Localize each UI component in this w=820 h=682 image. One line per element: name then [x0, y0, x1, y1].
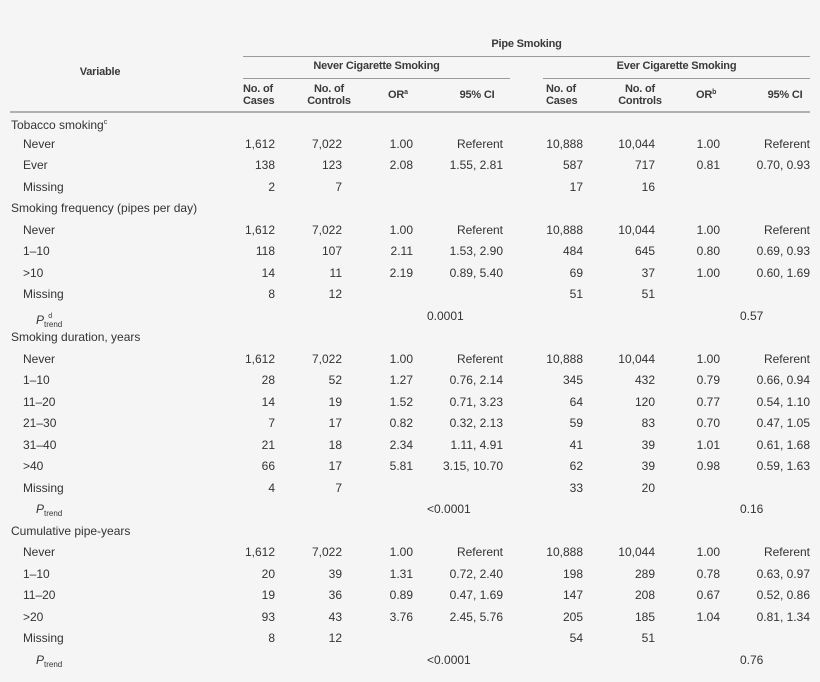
row-label: 31–40 — [23, 437, 57, 452]
cell-e-cases: 62 — [569, 459, 583, 473]
group-never-rule — [243, 78, 510, 79]
cell-e-ci: Referent — [763, 136, 810, 151]
col-never-ci: 95% CI — [459, 89, 495, 101]
table-row — [0, 607, 820, 628]
row-label: Never — [23, 222, 56, 237]
row-label: Ever — [23, 158, 48, 172]
row-label: Missing — [23, 480, 64, 495]
table-row — [0, 392, 820, 413]
col-label-line1: No. of — [243, 83, 273, 95]
cell-n-ci: 1.53, 2.90 — [449, 244, 503, 258]
cell-n-controls: 39 — [328, 566, 342, 581]
table-row — [0, 155, 820, 176]
ptrend-sub: trend — [44, 319, 63, 329]
row-label: >20 — [23, 609, 44, 624]
cell-n-controls: 7 — [335, 480, 342, 495]
cell-n-cases: 1,612 — [244, 222, 275, 237]
ptrend-never-value: <0.0001 — [427, 652, 471, 667]
col-label: OR — [696, 89, 713, 101]
group-never-cigarette: Never Cigarette Smoking — [313, 60, 440, 72]
ptrend-never-value: 0.0001 — [427, 308, 464, 323]
group-ever-rule — [543, 78, 810, 79]
cell-n-or: 1.00 — [389, 351, 413, 366]
cell-e-ci: 0.54, 1.10 — [756, 394, 810, 409]
cell-e-ci: 0.69, 0.93 — [756, 244, 810, 258]
cell-n-cases: 4 — [268, 480, 275, 495]
cell-e-controls: 20 — [641, 480, 655, 495]
cell-n-or: 3.76 — [389, 609, 413, 624]
ptrend-never-value: <0.0001 — [427, 502, 471, 516]
cell-e-or: 1.01 — [696, 437, 720, 452]
cell-e-cases: 59 — [569, 416, 583, 430]
col-never-controls — [300, 83, 358, 107]
cell-n-or: 2.11 — [390, 244, 413, 258]
cell-e-ci: 0.59, 1.63 — [756, 459, 810, 473]
cell-e-ci: 0.70, 0.93 — [756, 158, 810, 172]
cell-n-cases: 21 — [261, 437, 275, 452]
row-label: Missing — [23, 287, 64, 301]
cell-e-ci: 0.66, 0.94 — [756, 373, 810, 387]
table-row — [0, 349, 820, 370]
ptrend-ever-value: 0.57 — [740, 308, 764, 323]
col-ever-controls — [611, 83, 669, 107]
cell-e-or: 1.00 — [696, 136, 720, 151]
cell-n-ci: 0.76, 2.14 — [449, 373, 503, 387]
table-row — [0, 284, 820, 305]
cell-n-ci: Referent — [456, 351, 503, 366]
ptrend-row — [0, 650, 820, 671]
ptrend-row — [0, 499, 820, 520]
col-label-line2: Cases — [546, 95, 578, 107]
cell-e-or: 0.70 — [696, 416, 720, 430]
cell-n-ci: Referent — [456, 545, 503, 559]
table-row — [0, 542, 820, 563]
row-label: 21–30 — [23, 416, 57, 430]
cell-n-or: 1.31 — [389, 566, 413, 581]
cell-n-controls: 7,022 — [311, 136, 342, 151]
cell-e-cases: 10,888 — [546, 136, 583, 151]
col-label-line2: Controls — [307, 95, 351, 107]
cell-e-or: 0.79 — [696, 373, 720, 387]
cell-n-ci: 0.71, 3.23 — [449, 394, 503, 409]
cell-e-cases: 17 — [569, 179, 583, 194]
cell-n-or: 5.81 — [389, 459, 413, 473]
section-title — [11, 327, 140, 348]
cell-e-or: 0.98 — [696, 459, 720, 473]
ptrend-p: P — [36, 502, 45, 516]
cell-e-ci: 0.81, 1.34 — [756, 609, 810, 624]
table-row — [0, 241, 820, 262]
col-never-or — [388, 89, 418, 101]
cell-n-controls: 123 — [321, 158, 342, 172]
cell-e-controls: 39 — [641, 459, 655, 473]
cell-n-cases: 8 — [268, 631, 275, 645]
cell-n-ci: 1.11, 4.91 — [450, 437, 503, 452]
row-label: 1–10 — [23, 566, 50, 581]
cell-n-controls: 7 — [335, 179, 342, 194]
cell-e-ci: Referent — [763, 222, 810, 237]
row-label: Never — [23, 351, 56, 366]
section-title — [11, 521, 130, 542]
cell-e-cases: 10,888 — [546, 351, 583, 366]
ptrend-label — [36, 650, 62, 675]
cell-n-ci: Referent — [456, 136, 503, 151]
cell-n-ci: 0.32, 2.13 — [449, 416, 503, 430]
col-ever-ci: 95% CI — [767, 89, 803, 101]
table-row — [0, 413, 820, 434]
cell-n-ci: Referent — [456, 222, 503, 237]
row-label: >40 — [23, 459, 44, 473]
col-label-line1: No. of — [625, 83, 655, 95]
table-row — [0, 628, 820, 649]
cell-n-controls: 43 — [328, 609, 342, 624]
section-title-text: Cumulative pipe-years — [11, 523, 131, 538]
variable-header: Variable — [79, 66, 121, 78]
table-row — [0, 370, 820, 391]
cell-n-controls: 7,022 — [311, 351, 342, 366]
cell-n-controls: 7,022 — [311, 222, 342, 237]
cell-e-controls: 83 — [641, 416, 655, 430]
footnote-marker: a — [404, 89, 408, 96]
row-label: Never — [23, 136, 56, 151]
cell-e-controls: 645 — [634, 244, 655, 258]
cell-n-controls: 36 — [328, 588, 342, 602]
cell-n-ci: 2.45, 5.76 — [449, 609, 503, 624]
row-label: >10 — [23, 265, 44, 280]
cell-e-or: 1.00 — [696, 545, 720, 559]
cell-e-controls: 10,044 — [618, 351, 655, 366]
cell-e-controls: 37 — [641, 265, 655, 280]
cell-n-or: 2.08 — [389, 158, 413, 172]
cell-e-or: 1.04 — [696, 609, 720, 624]
cell-e-or: 1.00 — [696, 265, 720, 280]
cell-n-cases: 14 — [261, 265, 275, 280]
col-label-line2: Controls — [618, 95, 662, 107]
cell-n-ci: 0.72, 2.40 — [449, 566, 503, 581]
cell-e-controls: 208 — [634, 588, 655, 602]
row-label: 11–20 — [23, 394, 56, 409]
cell-e-cases: 41 — [569, 437, 583, 452]
cell-n-controls: 107 — [321, 244, 342, 258]
cell-n-or: 1.00 — [389, 222, 413, 237]
table-row — [0, 456, 820, 477]
cell-e-controls: 16 — [641, 179, 655, 194]
cell-n-cases: 66 — [261, 459, 275, 473]
cell-e-ci: 0.61, 1.68 — [756, 437, 810, 452]
table-row — [0, 435, 820, 456]
col-label: OR — [388, 89, 405, 101]
cell-e-controls: 289 — [634, 566, 655, 581]
cell-e-cases: 345 — [562, 373, 583, 387]
spanner-pipe-smoking: Pipe Smoking — [491, 38, 562, 50]
row-label: Missing — [23, 179, 64, 194]
cell-n-cases: 19 — [261, 588, 275, 602]
cell-e-or: 0.67 — [696, 588, 720, 602]
cell-n-controls: 12 — [328, 287, 342, 301]
cell-n-controls: 19 — [328, 394, 342, 409]
cell-n-cases: 1,612 — [244, 136, 275, 151]
cell-e-controls: 10,044 — [618, 136, 655, 151]
table-row — [0, 585, 820, 606]
table-row — [0, 177, 820, 198]
col-ever-or — [696, 89, 726, 101]
cell-n-cases: 8 — [268, 287, 275, 301]
cell-e-cases: 147 — [562, 588, 583, 602]
cell-e-cases: 64 — [569, 394, 583, 409]
section-title — [11, 112, 107, 136]
cell-n-or: 2.34 — [389, 437, 413, 452]
section-title-text: Smoking duration, years — [11, 330, 141, 344]
ptrend-sub: trend — [44, 509, 63, 518]
cell-e-ci: Referent — [763, 545, 810, 559]
cell-n-cases: 1,612 — [244, 545, 275, 559]
cell-e-ci: 0.47, 1.05 — [756, 416, 810, 430]
ptrend-ever-value: 0.76 — [740, 652, 764, 667]
section-header-row — [0, 112, 820, 133]
cell-e-ci: 0.52, 0.86 — [756, 588, 810, 602]
col-never-cases — [243, 83, 283, 107]
section-header-row — [0, 198, 820, 219]
cell-e-controls: 39 — [641, 437, 655, 452]
cell-e-or: 0.78 — [696, 566, 720, 581]
cell-n-or: 0.82 — [389, 416, 413, 430]
group-ever-cigarette: Ever Cigarette Smoking — [616, 60, 737, 72]
cell-n-cases: 118 — [255, 244, 275, 258]
cell-e-or: 0.77 — [696, 394, 720, 409]
section-header-row — [0, 327, 820, 348]
row-label: Never — [23, 545, 56, 559]
table-row — [0, 220, 820, 241]
table-row — [0, 478, 820, 499]
col-label-line1: No. of — [314, 83, 344, 95]
cell-n-cases: 28 — [261, 373, 275, 387]
cell-n-cases: 1,612 — [244, 351, 275, 366]
section-title-text: Smoking frequency (pipes per day) — [11, 201, 198, 215]
ptrend-p: P — [36, 312, 45, 327]
cell-n-ci: 0.47, 1.69 — [449, 588, 503, 602]
cell-e-or: 0.80 — [696, 244, 720, 258]
col-ever-cases — [546, 83, 586, 107]
cell-e-cases: 33 — [569, 480, 583, 495]
cell-n-controls: 17 — [328, 416, 342, 430]
section-header-row — [0, 521, 820, 542]
footnote-marker: c — [103, 119, 108, 126]
row-label: 1–10 — [23, 244, 50, 258]
cell-e-controls: 10,044 — [618, 222, 655, 237]
ptrend-row — [0, 306, 820, 327]
section-title — [11, 198, 197, 219]
col-label-line1: No. of — [546, 83, 576, 95]
cell-e-controls: 120 — [634, 394, 655, 409]
cell-e-ci: Referent — [763, 351, 810, 366]
cell-n-controls: 18 — [328, 437, 342, 452]
cell-e-cases: 51 — [569, 287, 583, 301]
cell-e-controls: 717 — [634, 158, 655, 172]
cell-n-controls: 11 — [329, 265, 342, 280]
cell-n-or: 1.00 — [389, 136, 413, 151]
cell-n-cases: 14 — [261, 394, 275, 409]
table-row — [0, 134, 820, 155]
cell-n-or: 1.00 — [389, 545, 413, 559]
row-label: 11–20 — [23, 588, 56, 602]
cell-e-controls: 10,044 — [618, 545, 655, 559]
cell-n-cases: 2 — [268, 179, 275, 194]
table-row — [0, 564, 820, 585]
cell-e-controls: 432 — [634, 373, 655, 387]
col-label-line2: Cases — [243, 95, 275, 107]
cell-e-controls: 51 — [641, 631, 655, 645]
cell-e-controls: 51 — [641, 287, 655, 301]
cell-n-ci: 0.89, 5.40 — [449, 265, 503, 280]
cell-n-controls: 7,022 — [311, 545, 342, 559]
cell-e-cases: 10,888 — [546, 222, 583, 237]
cell-n-cases: 93 — [261, 609, 275, 624]
cell-e-cases: 587 — [562, 158, 583, 172]
cell-e-controls: 185 — [634, 609, 655, 624]
cell-e-cases: 484 — [562, 244, 583, 258]
cell-n-or: 1.52 — [389, 394, 413, 409]
row-label: Missing — [23, 631, 64, 645]
cell-n-cases: 20 — [261, 566, 275, 581]
cell-e-or: 1.00 — [696, 222, 720, 237]
section-title-text: Tobacco smoking — [11, 118, 104, 132]
cell-e-or: 0.81 — [696, 158, 720, 172]
spanner-rule — [243, 56, 810, 57]
cell-e-cases: 54 — [569, 631, 583, 645]
cell-n-ci: 1.55, 2.81 — [449, 158, 503, 172]
cell-n-controls: 17 — [328, 459, 342, 473]
cell-n-controls: 52 — [328, 373, 342, 387]
cell-e-ci: 0.63, 0.97 — [756, 566, 810, 581]
cell-n-or: 0.89 — [389, 588, 413, 602]
footnote-marker: d — [48, 312, 53, 320]
ptrend-p: P — [36, 652, 45, 667]
cell-n-or: 1.27 — [389, 373, 413, 387]
cell-e-cases: 69 — [569, 265, 583, 280]
ptrend-sub: trend — [44, 659, 63, 669]
cell-n-cases: 7 — [268, 416, 275, 430]
cell-e-cases: 205 — [562, 609, 583, 624]
row-label: 1–10 — [23, 373, 50, 387]
ptrend-ever-value: 0.16 — [740, 502, 764, 516]
cell-n-ci: 3.15, 10.70 — [442, 459, 503, 473]
cell-n-controls: 12 — [328, 631, 342, 645]
cell-e-cases: 198 — [562, 566, 583, 581]
cell-n-or: 2.19 — [389, 265, 413, 280]
cell-n-cases: 138 — [254, 158, 275, 172]
cell-e-cases: 10,888 — [546, 545, 583, 559]
table-row — [0, 263, 820, 284]
cell-e-or: 1.00 — [696, 351, 720, 366]
cell-e-ci: 0.60, 1.69 — [756, 265, 810, 280]
footnote-marker: b — [712, 89, 717, 96]
